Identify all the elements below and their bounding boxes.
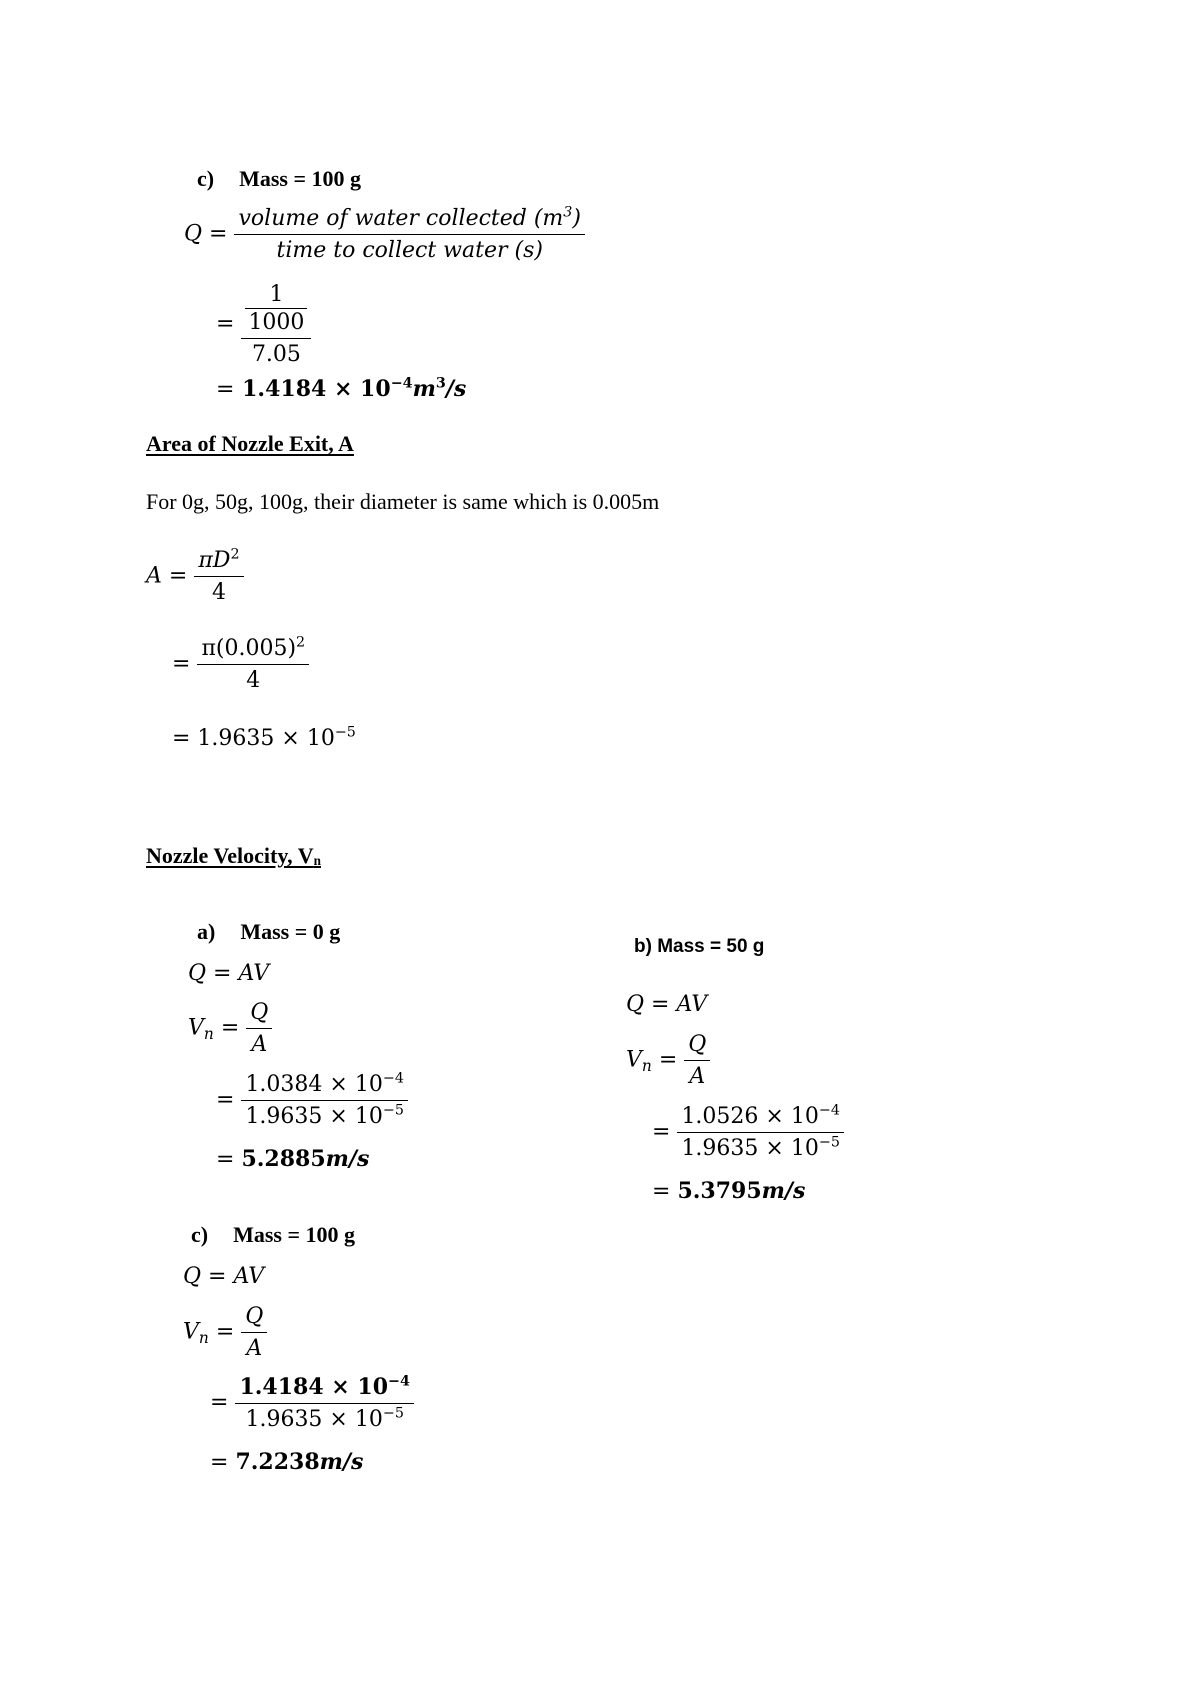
substitution-numerator <box>241 282 311 338</box>
case-c-result: = 7.2238m/s <box>210 1449 364 1475</box>
flowrate-result: = $1.4184 \times 10^{-4}m^3/s$ <box>216 375 467 402</box>
area-sub-fraction: $\frac{\pi(0.005)^2}{4}$ <box>197 636 309 693</box>
case-a-label-row: a) Mass = 0 g <box>197 919 341 944</box>
equals-sign: = <box>216 311 235 337</box>
area-heading: Area of Nozzle Exit, A <box>146 431 354 456</box>
part-c-label: c) <box>197 166 215 191</box>
case-c-q-eq: Q = AV <box>183 1264 265 1289</box>
time-value: 7.05 <box>241 338 311 367</box>
area-description: For 0g, 50g, 100g, their diameter is same which is 0.005m <box>146 489 660 514</box>
part-c-title: Mass = 100 g <box>239 166 362 191</box>
flowrate-denominator: time to collect water (s) <box>234 234 585 263</box>
case-a-result: = 5.2885m/s <box>216 1146 370 1172</box>
case-b-title: b) Mass = 50 g <box>634 936 765 957</box>
volume-fraction: $\frac{1}{1000}$ <box>245 282 307 335</box>
case-b-result: = 5.3795m/s <box>652 1178 806 1204</box>
case-a-title: Mass = 0 g <box>240 919 341 944</box>
part-c-label-row <box>197 166 361 192</box>
flowrate-formula <box>184 206 585 263</box>
substitution-fraction <box>241 282 311 367</box>
area-formula: A = $\frac{\pi D^2}{4}$ <box>146 548 244 605</box>
area-fraction: $\frac{\pi D^2}{4}$ <box>194 548 243 605</box>
case-a-substitution: = $\frac{1.0384 \times 10^{-4}}{1.9635 \times 10^{-5}}$ <box>216 1072 408 1129</box>
area-substitution: = $\frac{\pi(0.005)^2}{4}$ <box>172 636 309 693</box>
flowrate-numerator: volume of water collected $(m^3)$ <box>238 204 581 231</box>
case-a-v-formula: $V_n$ = $\frac{Q}{A}$ <box>188 1000 272 1057</box>
case-c-label-row: c) Mass = 100 g <box>191 1222 356 1247</box>
a-symbol: A <box>146 563 162 589</box>
case-c-title: Mass = 100 g <box>233 1222 356 1247</box>
case-b-substitution: = $\frac{1.0526 \times 10^{-4}}{1.9635 \times 10^{-5}}$ <box>652 1104 844 1161</box>
q-symbol: Q <box>184 221 203 247</box>
case-b-q-eq: Q = AV <box>626 992 708 1017</box>
case-c-v-formula: $V_n$ = $\frac{Q}{A}$ <box>183 1304 267 1361</box>
area-result: = $1.9635 \times 10^{-5}$ <box>172 724 356 751</box>
case-a-q-eq: Q = AV <box>188 961 270 986</box>
flowrate-fraction <box>234 206 585 263</box>
case-b-v-formula: $V_n$ = $\frac{Q}{A}$ <box>626 1032 710 1089</box>
velocity-heading: Nozzle Velocity, $V_n$ <box>146 843 321 868</box>
equals-sign: = <box>209 221 228 247</box>
case-c-substitution: = $\frac{1.4184 \times 10^{-4}}{1.9635 \times 10^{-5}}$ <box>210 1374 414 1432</box>
flowrate-substitution <box>216 282 311 367</box>
